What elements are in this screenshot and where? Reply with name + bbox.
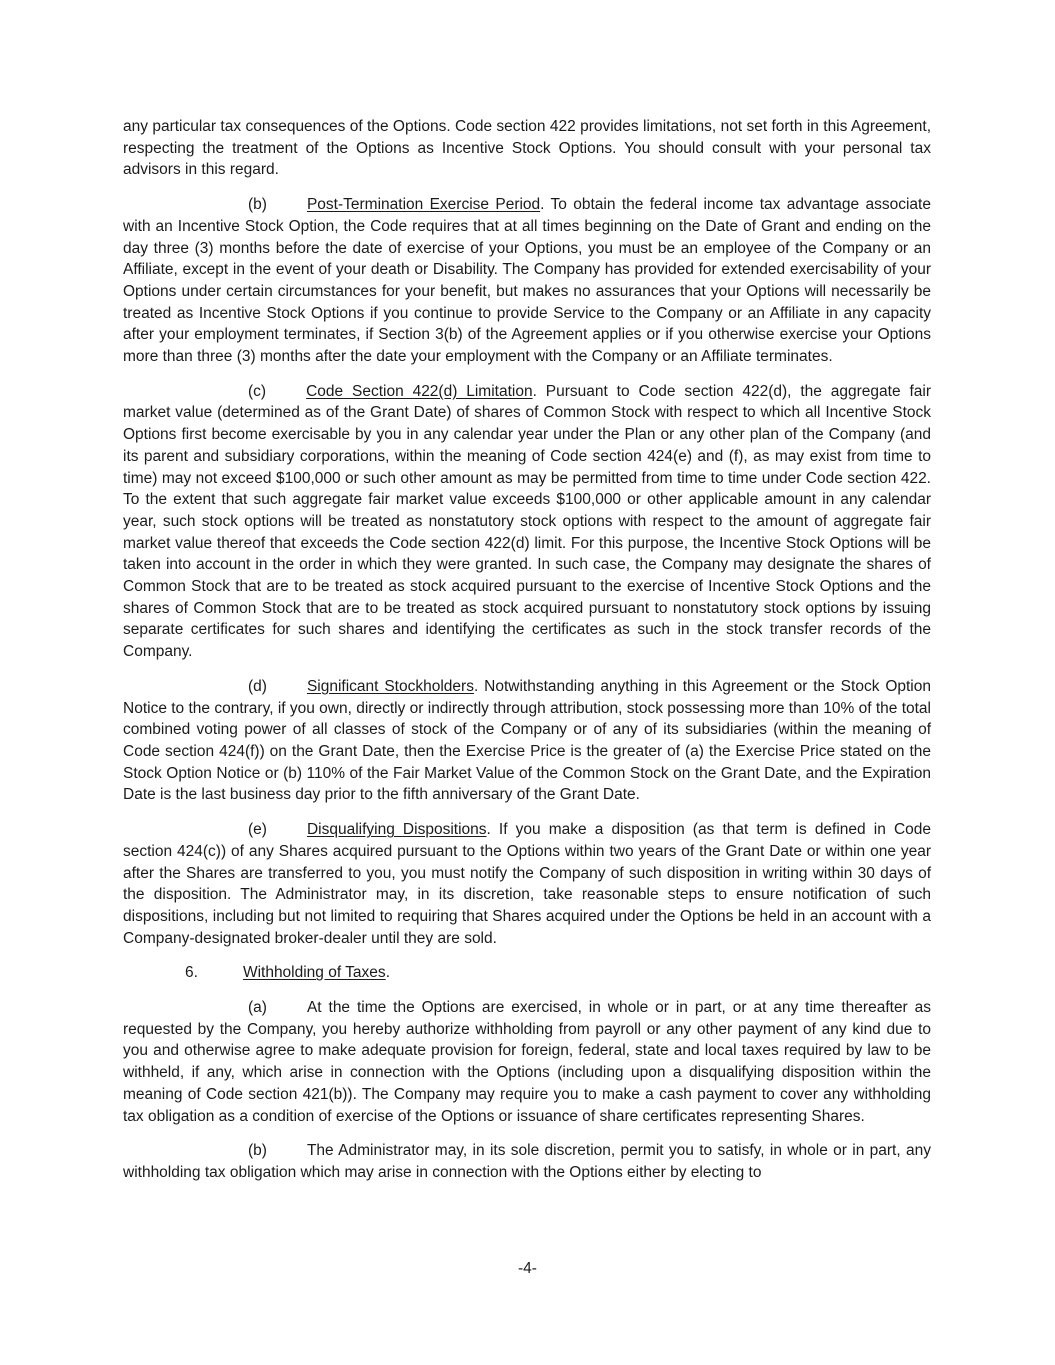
paragraph-text: Notwithstanding anything in this Agreement or the Stock Option Notice to the contrary, if you own, directly or indirectly through attribution, stock possessing more than 10% of the total combined voting power of all classes of stock of the Company or of any of its subsidiaries (within the meaning of Code section 424(f)) on the Grant Date, then the Exercise Price is the greater of (a) the Exercise Price stated on the Stock Option Notice or (b) 110% of the Fair Market Value of the Common Stock on the Grant Date, and the Expiration Date is the last business day prior to the fifth anniversary of the Grant Date. [123,677,931,804]
paragraph-e-disqualifying-dispositions [123,819,931,949]
paragraph-label: (d) [248,677,267,695]
heading-period: . [473,677,479,695]
paragraph-label: (c) [248,382,267,400]
document-body [123,116,931,1197]
section-heading-text: Withholding of Taxes [242,964,386,982]
paragraph-text: The Administrator may, in its sole discretion, permit you to satisfy, in whole or in part, any withholding tax obligation which may arise in connection with the Options either by electing to [123,1142,931,1181]
paragraph-heading: Post-Termination Exercise Period [306,196,541,214]
paragraph-b-post-termination [123,194,931,368]
section-heading-6-withholding-of-taxes [123,962,931,984]
heading-period: . [532,382,537,400]
paragraph-heading: Code Section 422(d) Limitation [306,382,533,400]
paragraph-continuation [123,116,931,181]
paragraph-a-withholding-authorization [123,997,931,1127]
paragraph-label: (e) [248,821,267,839]
paragraph-text: any particular tax consequences of the Options. Code section 422 provides limitations, not set forth in this Agreement, respecting the treatment of the Options as Incentive Stock Options. You should consult with your personal tax advisors in this regard. [123,118,931,179]
paragraph-c-code-section-422d [123,381,931,663]
paragraph-text: At the time the Options are exercised, in whole or in part, or at any time thereafter as requested by the Company, you hereby authorize withholding from payroll or any other payment of any kind due to you and otherwise agree to make adequate provision for foreign, federal, state and local taxes required by law to be withheld, if any, which arise in connection with the Options (including upon a disqualifying disposition within the meaning of Code section 421(b)). The Company may require you to make a cash payment to cover any withholding tax obligation as a condition of exercise of the Options or issuance of share certificates representing Shares. [123,999,931,1125]
paragraph-heading: Disqualifying Dispositions [306,821,487,839]
paragraph-text: If you make a disposition (as that term is defined in Code section 424(c)) of any Shares acquired pursuant to the Options within two years of the Grant Date or within one year after the Shares are transferred to you, you must notify the Company of such disposition in writing within 30 days of the disposition. The Administrator may, in its discretion, take reasonable steps to ensure notification of such dispositions, including but not limited to requiring that Shares acquired under the Options be held in an account with a Company-designated broker-dealer until they are sold. [123,821,931,947]
paragraph-text: Pursuant to Code section 422(d), the aggregate fair market value (determined as of the Grant Date) of shares of Common Stock with respect to which all Incentive Stock Options first become exercisable by you in any calendar year under the Plan or any other plan of the Company (and its parent and subsidiary corporations, within the meaning of Code section 424(e) and (f), as may exist from time to time) may not exceed $100,000 or such other amount as may be permitted from time to time under Code section 422. To the extent that such aggregate fair market value exceeds $100,000 or other applicable amount in any calendar year, such stock options will be treated as nonstatutory stock options with respect to the amount of aggregate fair market value thereof that exceeds the Code section 422(d) limit. For this purpose, the Incentive Stock Options will be taken into account in the order in which they were granted. In such case, the Company may designate the shares of Common Stock that are to be treated as stock acquired pursuant to the exercise of Incentive Stock Options and the shares of Common Stock that are to be treated as stock acquired pursuant to nonstatutory stock options by issuing separate certificates for such shares and identifying the certificates as such in the stock transfer records of the Company. [123,382,931,661]
paragraph-heading: Significant Stockholders [306,677,474,695]
paragraph-label: (a) [248,999,267,1017]
heading-period: . [385,964,390,982]
paragraph-text: To obtain the federal income tax advantage associate with an Incentive Stock Option, the Code requires that at all times beginning on the Date of Grant and ending on the day three (3) months before the date of exercise of your Options, you must be an employee of the Company or an Affiliate, except in the event of your death or Disability. The Company has provided for extended exercisability of your Options under certain circumstances for your benefit, but makes no assurances that your Options will necessarily be treated as Incentive Stock Options if you continue to provide Service to the Company or an Affiliate in any capacity after your employment terminates, if Section 3(b) of the Agreement applies or if you otherwise exercise your Options more than three (3) months after the date your employment with the Company or an Affiliate terminates. [123,196,931,366]
page-number: -4- [518,1260,537,1277]
heading-period: . [486,821,491,839]
paragraph-label: (b) [248,196,267,214]
heading-period: . [540,196,545,214]
paragraph-label: (b) [248,1142,267,1160]
section-number: 6. [185,964,198,982]
paragraph-b-administrator-discretion [123,1140,931,1183]
paragraph-d-significant-stockholders [123,676,931,806]
